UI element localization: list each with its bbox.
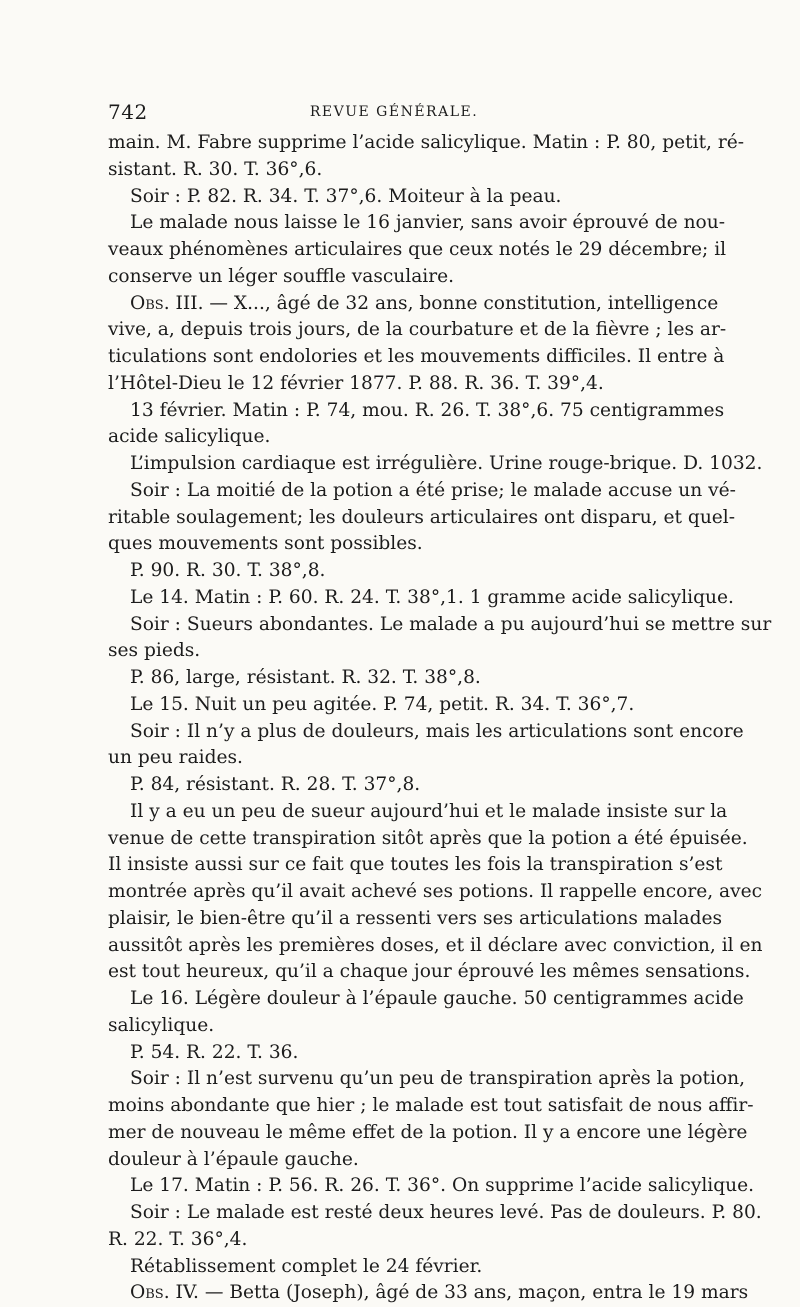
observation-label: Obs.: [130, 292, 170, 314]
text-line: plaisir, le bien-être qu’il a ressenti vers ses articulations malades: [108, 907, 723, 929]
text-line: Soir : Le malade est resté deux heures levé. Pas de douleurs. P. 80.: [130, 1202, 762, 1223]
text-line: P. 84, résistant. R. 28. T. 37°,8.: [130, 774, 421, 795]
running-title: REVUE GÉNÉRALE.: [309, 104, 479, 120]
observation-label: Obs.: [130, 1282, 170, 1304]
text-line: main. M. Fabre supprime l’acide salicylique. Matin : P. 80, petit, ré-: [108, 132, 745, 153]
text-line: ticulations sont endolories et les mouvements difficiles. Il entre à: [108, 346, 725, 367]
text-line: Soir : Il n’est survenu qu’un peu de transpiration après la potion,: [130, 1068, 746, 1090]
text-line: Soir : Sueurs abondantes. Le malade a pu aujourd’hui se mettre sur: [130, 613, 772, 635]
body-text: [108, 130, 772, 1307]
text-line: P. 86, large, résistant. R. 32. T. 38°,8.: [130, 667, 481, 688]
text-line: Il insiste aussi sur ce fait que toutes les fois la transpiration s’est: [108, 854, 723, 876]
text-line: conserve un léger souffle vasculaire.: [108, 265, 455, 287]
text-line: Le malade nous laisse le 16 janvier, sans avoir éprouvé de nou-: [130, 212, 725, 234]
text-line: douleur à l’épaule gauche.: [108, 1148, 359, 1170]
text-line: Obs. IV. — Betta (Joseph), âgé de 33 ans, maçon, entra le 19 mars: [130, 1282, 749, 1304]
text-line: Rétablissement complet le 24 février.: [130, 1255, 483, 1277]
text-line: est tout heureux, qu’il a chaque jour éprouvé les mêmes sensations.: [108, 961, 751, 983]
text-line: L’impulsion cardiaque est irrégulière. Urine rouge-brique. D. 1032.: [130, 453, 763, 474]
text-line: ques mouvements sont possibles.: [108, 533, 423, 555]
text-line: l’Hôtel-Dieu le 12 février 1877. P. 88. R. 36. T. 39°,4.: [108, 372, 604, 394]
text-line: Obs. III. — X..., âgé de 32 ans, bonne constitution, intelligence: [130, 292, 719, 314]
text-line: Le 14. Matin : P. 60. R. 24. T. 38°,1. 1 gramme acide salicylique.: [130, 586, 734, 608]
text-line: Le 17. Matin : P. 56. R. 26. T. 36°. On supprime l’acide salicylique.: [130, 1175, 755, 1197]
text-line: salicylique.: [108, 1014, 215, 1036]
text-line: venue de cette transpiration sitôt après que la potion a été épuisée.: [108, 827, 748, 849]
text-line: Soir : Il n’y a plus de douleurs, mais les articulations sont encore: [130, 720, 744, 742]
text-line: P. 90. R. 30. T. 38°,8.: [130, 560, 326, 581]
text-line: vive, a, depuis trois jours, de la courbature et de la fièvre ; les ar-: [108, 319, 727, 341]
text-line: sistant. R. 30. T. 36°,6.: [108, 158, 323, 180]
text-line: veaux phénomènes articulaires que ceux notés le 29 décembre; il: [108, 239, 727, 260]
text-line: R. 22. T. 36°,4.: [108, 1228, 248, 1250]
text-line: Il y a eu un peu de sueur aujourd’hui et le malade insiste sur la: [130, 800, 728, 822]
text-line: P. 54. R. 22. T. 36.: [130, 1041, 299, 1063]
text-line: 13 février. Matin : P. 74, mou. R. 26. T. 38°,6. 75 centigrammes: [130, 399, 725, 421]
page-header: [108, 100, 680, 122]
text-line: montrée après qu’il avait achevé ses potions. Il rappelle encore, avec: [108, 881, 763, 902]
text-line: Le 16. Légère douleur à l’épaule gauche. 50 centigrammes acide: [130, 988, 744, 1009]
text-line: Le 15. Nuit un peu agitée. P. 74, petit. R. 34. T. 36°,7.: [130, 693, 635, 715]
text-line: ritable soulagement; les douleurs articulaires ont disparu, et quel-: [108, 506, 736, 528]
text-line: Soir : P. 82. R. 34. T. 37°,6. Moiteur à la peau.: [130, 185, 562, 207]
page-number: 742: [108, 100, 148, 124]
text-line: moins abondante que hier ; le malade est tout satisfait de nous affir-: [108, 1095, 754, 1116]
text-line: acide salicylique.: [108, 426, 271, 448]
text-line: un peu raides.: [108, 747, 243, 769]
text-line: Soir : La moitié de la potion a été prise; le malade accuse un vé-: [130, 479, 736, 501]
text-line: aussitôt après les premières doses, et il déclare avec conviction, il en: [108, 934, 763, 956]
text-line: ses pieds.: [108, 640, 201, 662]
text-line: mer de nouveau le même effet de la potion. Il y a encore une légère: [108, 1121, 748, 1143]
